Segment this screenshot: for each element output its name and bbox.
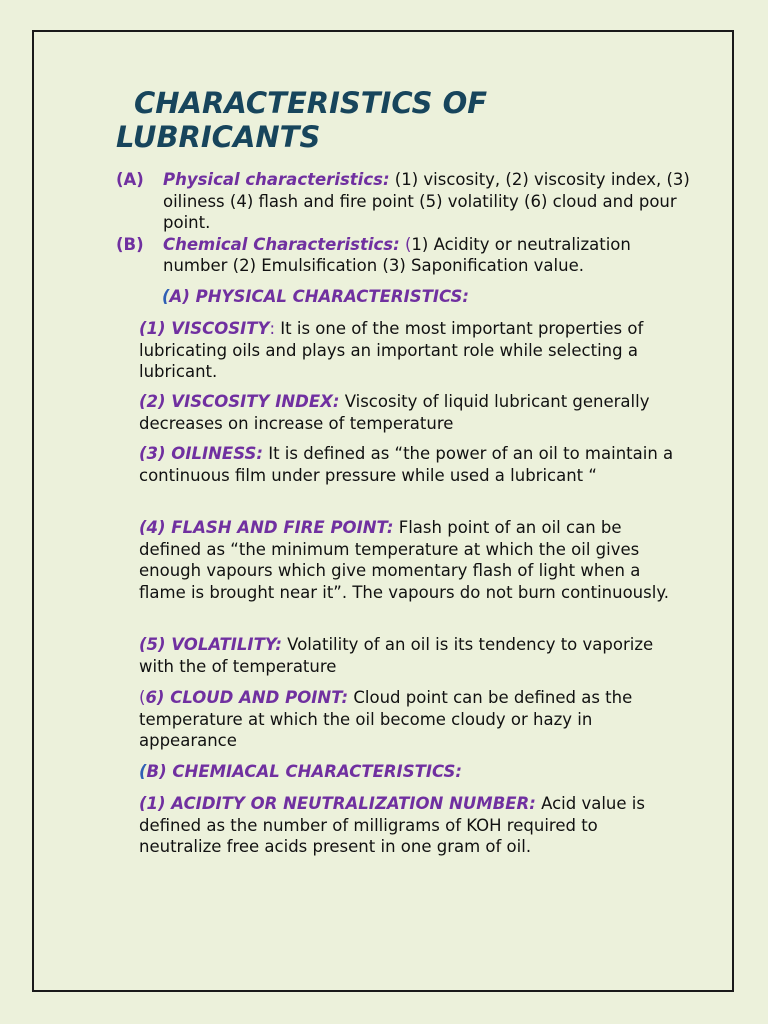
title-line-1: CHARACTERISTICS OF xyxy=(134,86,488,120)
item-acidity xyxy=(139,793,684,858)
item-volatility xyxy=(139,634,684,677)
item-oiliness xyxy=(139,443,684,486)
overview-text-physical: (1) viscosity, (2) viscosity index, (3) oiliness (4) flash and fire point (5) volatility (6) cloud and pour point. xyxy=(163,170,690,232)
overview-paren-chemical: ( xyxy=(399,234,412,254)
section-a-paren: ( xyxy=(162,287,170,306)
overview-item-chemical xyxy=(116,234,696,277)
item-viscosity-index-label: (2) VISCOSITY INDEX: xyxy=(139,392,340,411)
item-volatility-text: Volatility of an oil is its tendency to vaporize with the of temperature xyxy=(139,635,654,676)
characteristics-overview xyxy=(116,169,696,277)
section-heading-physical xyxy=(162,286,469,308)
item-oiliness-text: It is defined as “the power of an oil to maintain a continuous film under pressure while used a lubricant “ xyxy=(139,444,674,485)
item-viscosity-text: It is one of the most important properties of lubricating oils and plays an important role while selecting a lubricant. xyxy=(139,319,644,381)
item-flash-fire-point xyxy=(139,517,684,603)
overview-label-physical: Physical characteristics: xyxy=(163,170,390,189)
item-acidity-label: (1) ACIDITY OR NEUTRALIZATION NUMBER: xyxy=(139,794,536,813)
overview-marker-b: (B) xyxy=(116,234,144,254)
item-cloud-point-label: 6) CLOUD AND POINT: xyxy=(145,688,349,707)
item-cloud-point-text: Cloud point can be defined as the temperature at which the oil become cloudy or hazy in appearance xyxy=(139,688,633,750)
section-a-label: A) PHYSICAL CHARACTERISTICS: xyxy=(169,287,470,306)
item-viscosity xyxy=(139,318,684,383)
section-b-label: B) CHEMIACAL CHARACTERISTICS: xyxy=(146,762,462,781)
section-heading-chemical xyxy=(139,761,462,783)
item-volatility-label: (5) VOLATILITY: xyxy=(139,635,282,654)
item-viscosity-sep: : xyxy=(269,319,276,338)
item-flash-fire-point-text: Flash point of an oil can be defined as “the minimum temperature at which the oil gives enough vapours which give momentary flash of light when a flame is brought near it”. The vapours do not burn continuously. xyxy=(139,518,669,602)
section-b-paren: ( xyxy=(139,762,147,781)
overview-item-physical xyxy=(116,169,696,234)
item-viscosity-label: (1) VISCOSITY xyxy=(139,319,270,338)
item-oiliness-label: (3) OILINESS: xyxy=(139,444,263,463)
item-viscosity-index-text: Viscosity of liquid lubricant generally decreases on increase of temperature xyxy=(139,392,650,433)
overview-label-chemical: Chemical Characteristics: xyxy=(163,234,400,254)
item-viscosity-index xyxy=(139,391,684,434)
item-flash-fire-point-label: (4) FLASH AND FIRE POINT: xyxy=(139,518,394,537)
item-cloud-point xyxy=(139,687,684,752)
item-acidity-text: Acid value is defined as the number of milligrams of KOH required to neutralize free acids present in one gram of oil. xyxy=(139,794,645,856)
overview-text-chemical: 1) Acidity or neutralization number (2) Emulsification (3) Saponification value. xyxy=(163,234,631,275)
title-line-2: LUBRICANTS xyxy=(116,120,321,154)
item-cloud-point-paren: ( xyxy=(139,688,146,707)
page-title xyxy=(116,86,676,154)
overview-marker-a: (A) xyxy=(116,170,144,189)
